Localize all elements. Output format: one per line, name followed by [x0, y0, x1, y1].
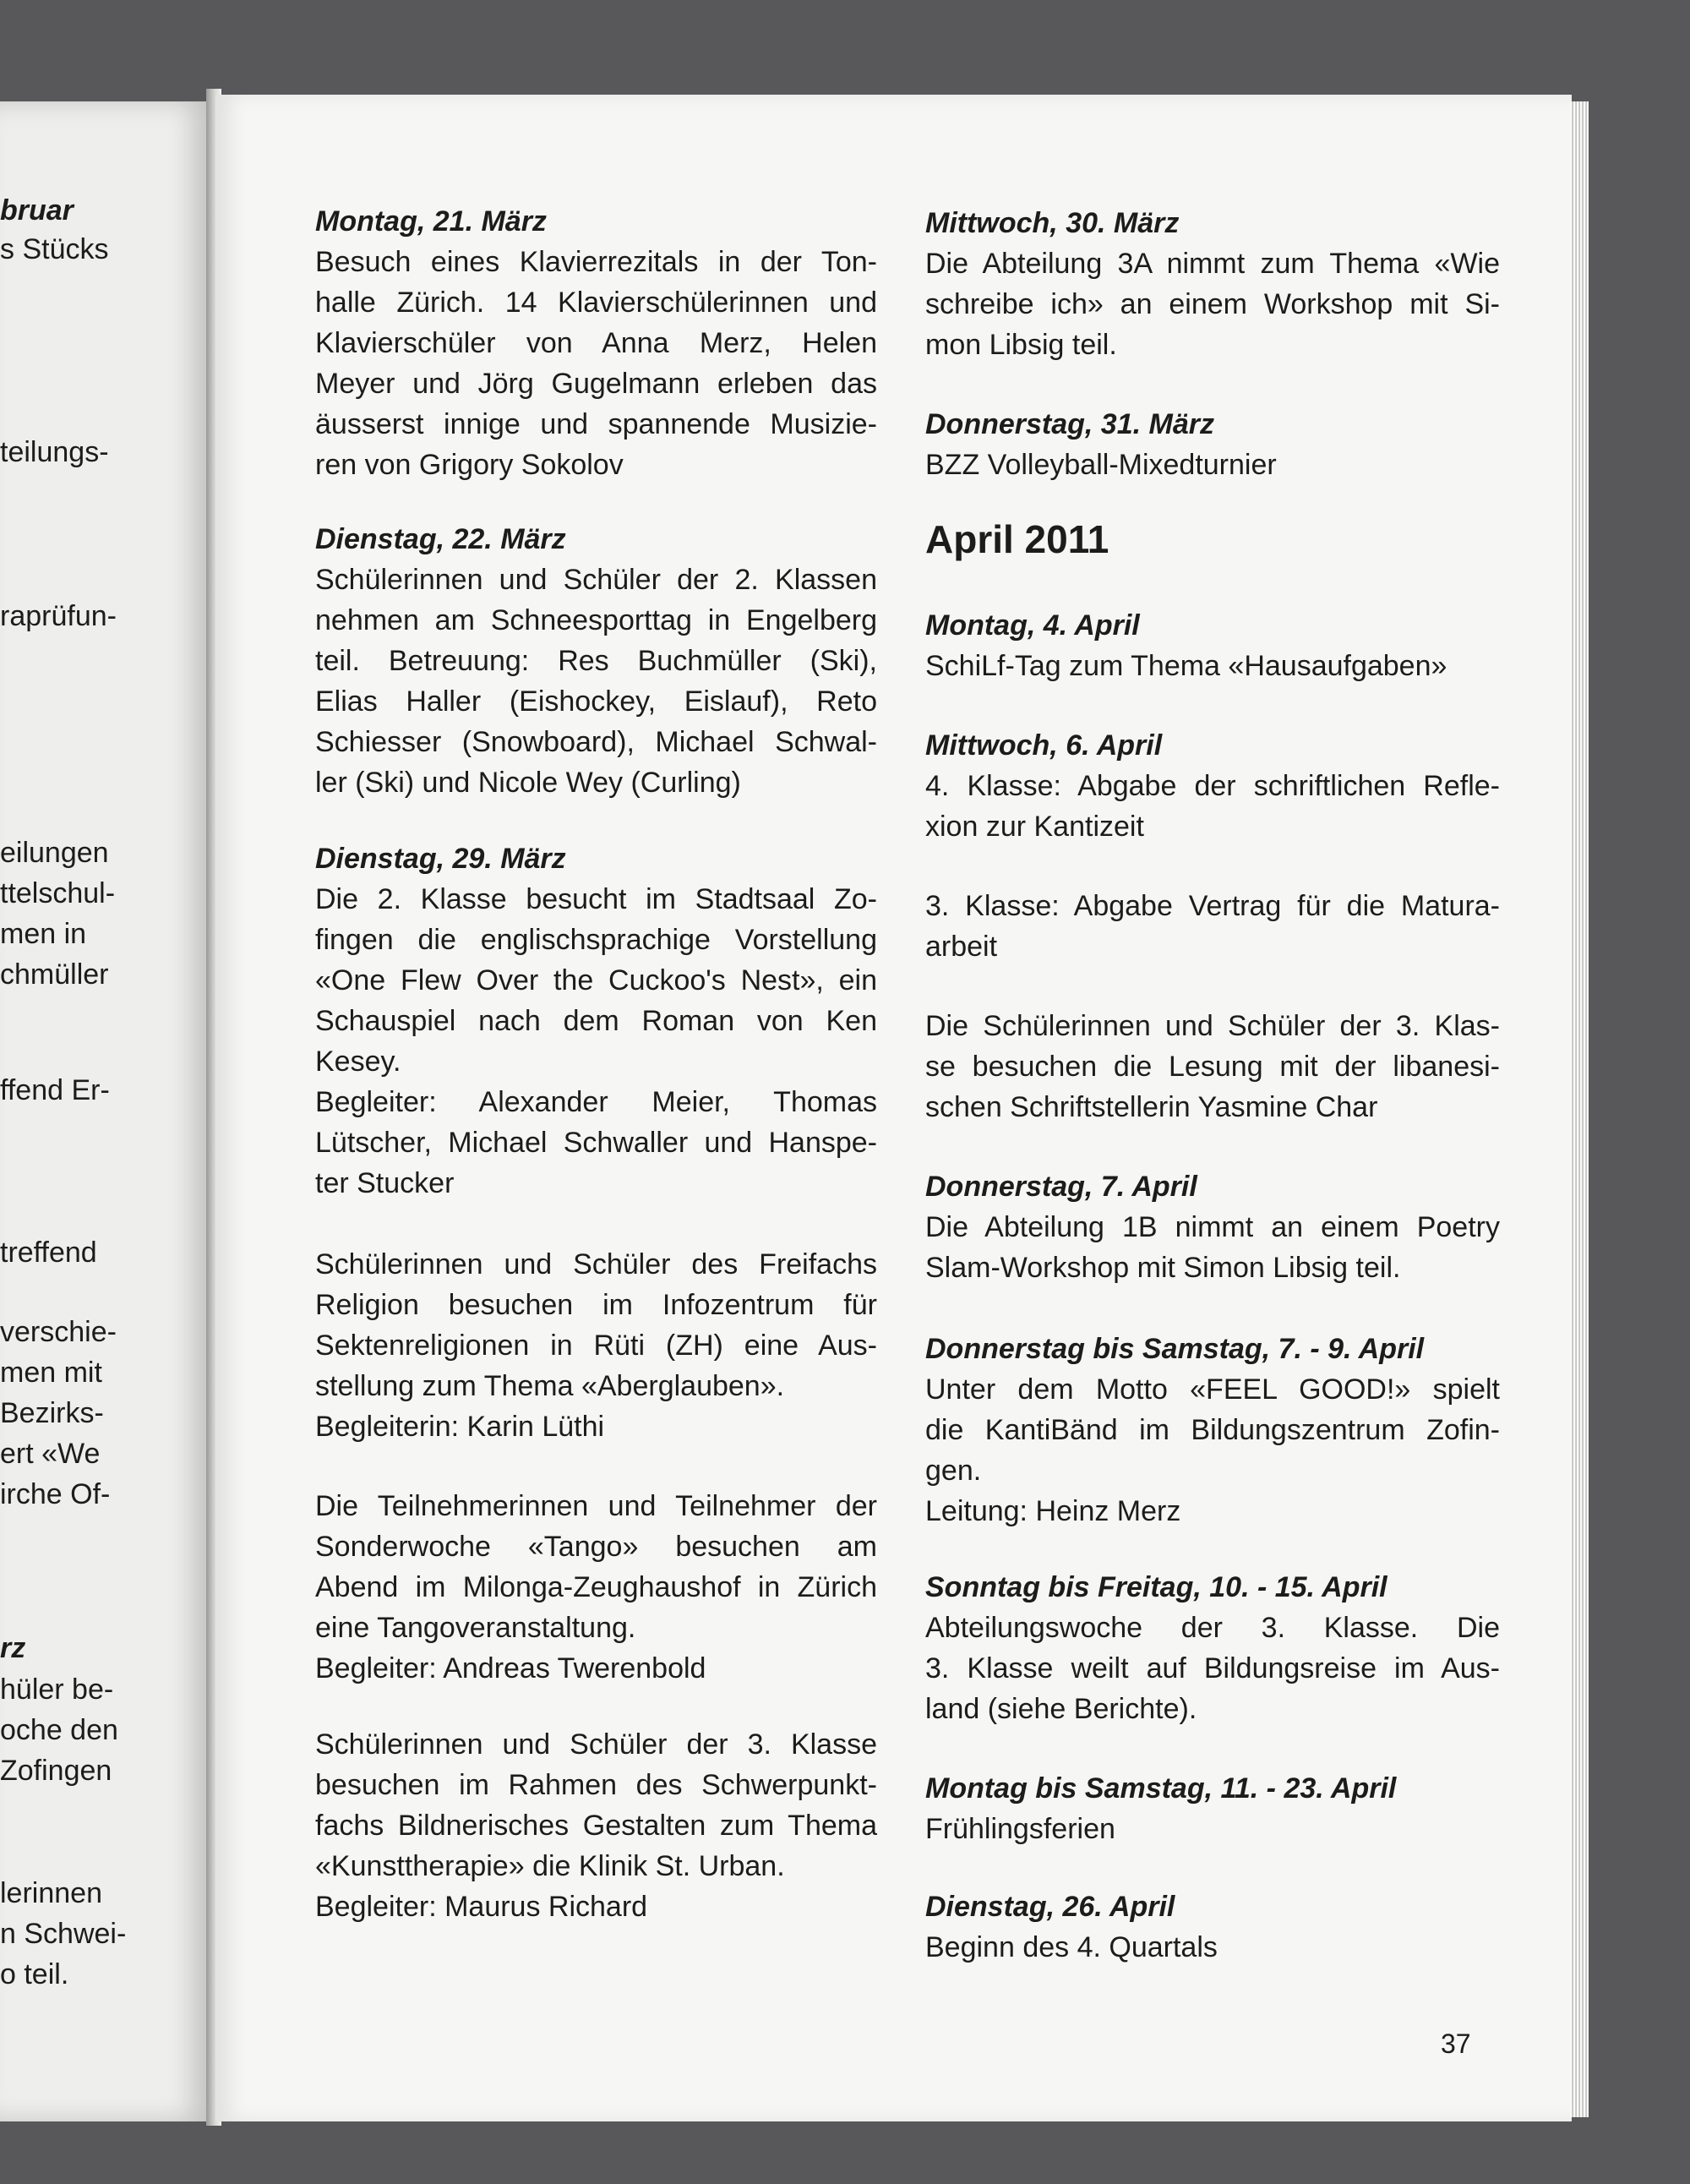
entry-heading: Dienstag, 29. März — [315, 843, 566, 875]
entry-text: Schiesser (Snowboard), Michael Schwal- — [315, 726, 877, 758]
left-column — [315, 0, 877, 2184]
entry-text: Begleiter: Andreas Twerenbold — [315, 1652, 706, 1684]
entry-text: Schauspiel nach dem Roman von Ken — [315, 1005, 877, 1037]
right-column — [925, 0, 1500, 2184]
entry-text: die KantiBänd im Bildungszentrum Zofin- — [925, 1414, 1500, 1446]
entry-text: schen Schriftstellerin Yasmine Char — [925, 1091, 1378, 1123]
left-fragment: rz — [0, 1632, 26, 1664]
entry-text: halle Zürich. 14 Klavierschülerinnen und — [315, 287, 877, 319]
left-fragment: treffend — [0, 1237, 97, 1269]
left-fragment: ert «We — [0, 1438, 101, 1470]
entry-text: Schülerinnen und Schüler des Freifachs — [315, 1248, 877, 1280]
entry-text: 3. Klasse weilt auf Bildungsreise im Aus- — [925, 1652, 1500, 1684]
entry-text: Leitung: Heinz Merz — [925, 1495, 1181, 1527]
entry-text: Die Schülerinnen und Schüler der 3. Klas- — [925, 1010, 1500, 1042]
left-fragment: men in — [0, 918, 87, 950]
entry-text: Die Abteilung 1B nimmt an einem Poetry — [925, 1211, 1500, 1243]
entry-text: Schülerinnen und Schüler der 2. Klassen — [315, 564, 877, 596]
left-fragment: n Schwei- — [0, 1918, 127, 1950]
entry-text: ter Stucker — [315, 1167, 455, 1199]
entry-text: Lütscher, Michael Schwaller und Hanspe- — [315, 1127, 877, 1159]
entry-text: äusserst innige und spannende Musizie- — [315, 408, 877, 440]
entry-text: Die Teilnehmerinnen und Teilnehmer der — [315, 1490, 877, 1522]
entry-text: Kesey. — [315, 1046, 401, 1078]
entry-heading: Sonntag bis Freitag, 10. - 15. April — [925, 1571, 1387, 1603]
entry-text: Abteilungswoche der 3. Klasse. Die — [925, 1612, 1500, 1644]
left-fragment: o teil. — [0, 1958, 69, 1990]
left-fragment: bruar — [0, 194, 74, 227]
entry-text: arbeit — [925, 931, 998, 963]
left-fragment: ffend Er- — [0, 1074, 110, 1106]
left-fragment: ttelschul- — [0, 877, 116, 909]
entry-text: Begleiterin: Karin Lüthi — [315, 1411, 605, 1443]
entry-text: fingen die englischsprachige Vorstellung — [315, 924, 877, 956]
entry-text: BZZ Volleyball-Mixedturnier — [925, 449, 1277, 481]
left-fragment: Zofingen — [0, 1755, 112, 1787]
entry-text: Meyer und Jörg Gugelmann erleben das — [315, 368, 877, 400]
left-fragment: s Stücks — [0, 233, 109, 265]
page-number: 37 — [1441, 2028, 1471, 2059]
entry-text: Slam-Workshop mit Simon Libsig teil. — [925, 1252, 1401, 1284]
entry-text: ler (Ski) und Nicole Wey (Curling) — [315, 767, 741, 799]
entry-text: land (siehe Berichte). — [925, 1693, 1197, 1725]
left-fragment: eilungen — [0, 837, 109, 869]
entry-text: se besuchen die Lesung mit der libanesi- — [925, 1051, 1500, 1083]
entry-text: Schülerinnen und Schüler der 3. Klasse — [315, 1728, 877, 1761]
entry-text: Sonderwoche «Tango» besuchen am — [315, 1531, 877, 1563]
entry-text: 4. Klasse: Abgabe der schriftlichen Refle- — [925, 770, 1500, 802]
entry-heading: Montag, 4. April — [925, 609, 1140, 642]
entry-heading: Montag, 21. März — [315, 205, 547, 238]
entry-text: ren von Grigory Sokolov — [315, 449, 624, 481]
entry-text: teil. Betreuung: Res Buchmüller (Ski), — [315, 645, 877, 677]
entry-text: SchiLf-Tag zum Thema «Hausaufgaben» — [925, 650, 1447, 682]
entry-text: Die 2. Klasse besucht im Stadtsaal Zo- — [315, 883, 877, 915]
left-fragment: raprüfun- — [0, 600, 117, 632]
left-page-text — [0, 0, 203, 2184]
entry-text: Sektenreligionen in Rüti (ZH) eine Aus- — [315, 1330, 877, 1362]
left-fragment: teilungs- — [0, 436, 109, 468]
entry-text: Elias Haller (Eishockey, Eislauf), Reto — [315, 685, 877, 718]
entry-text: stellung zum Thema «Aberglauben». — [315, 1370, 785, 1402]
entry-text: Unter dem Motto «FEEL GOOD!» spielt — [925, 1373, 1500, 1406]
entry-text: besuchen im Rahmen des Schwerpunkt- — [315, 1769, 877, 1801]
entry-text: Beginn des 4. Quartals — [925, 1931, 1218, 1963]
entry-text: Die Abteilung 3A nimmt zum Thema «Wie — [925, 248, 1500, 280]
entry-text: nehmen am Schneesporttag in Engelberg — [315, 604, 877, 636]
entry-text: 3. Klasse: Abgabe Vertrag für die Matura- — [925, 890, 1500, 922]
page-edges — [1570, 101, 1589, 2117]
left-fragment: oche den — [0, 1714, 118, 1746]
entry-text: Religion besuchen im Infozentrum für — [315, 1289, 877, 1321]
entry-heading: Donnerstag, 31. März — [925, 408, 1214, 440]
entry-heading: Donnerstag, 7. April — [925, 1171, 1197, 1203]
entry-heading: Dienstag, 22. März — [315, 523, 566, 555]
entry-text: Begleiter: Maurus Richard — [315, 1891, 648, 1923]
entry-text: schreibe ich» an einem Workshop mit Si- — [925, 288, 1500, 320]
entry-heading: Mittwoch, 6. April — [925, 729, 1163, 762]
entry-text: Frühlingsferien — [925, 1813, 1115, 1845]
left-fragment: verschie- — [0, 1316, 117, 1348]
left-fragment: men mit — [0, 1357, 102, 1389]
entry-text: Klavierschüler von Anna Merz, Helen — [315, 327, 877, 359]
entry-heading: Dienstag, 26. April — [925, 1891, 1175, 1923]
left-fragment: chmüller — [0, 958, 109, 991]
left-fragment: hüler be- — [0, 1673, 114, 1706]
entry-text: gen. — [925, 1455, 982, 1487]
entry-heading: Mittwoch, 30. März — [925, 207, 1180, 239]
entry-text: «Kunsttherapie» die Klinik St. Urban. — [315, 1850, 785, 1882]
left-fragment: Bezirks- — [0, 1397, 104, 1429]
entry-heading: Donnerstag bis Samstag, 7. - 9. April — [925, 1333, 1425, 1365]
left-fragment: lerinnen — [0, 1877, 102, 1909]
entry-text: Abend im Milonga-Zeughaushof in Zürich — [315, 1571, 877, 1603]
entry-text: mon Libsig teil. — [925, 329, 1117, 361]
entry-text: Begleiter: Alexander Meier, Thomas — [315, 1086, 877, 1118]
entry-text: «One Flew Over the Cuckoo's Nest», ein — [315, 964, 877, 996]
entry-heading: Montag bis Samstag, 11. - 23. April — [925, 1772, 1397, 1805]
month-heading: April 2011 — [925, 517, 1109, 561]
entry-text: Besuch eines Klavierrezitals in der Ton- — [315, 246, 877, 278]
left-fragment: irche Of- — [0, 1478, 111, 1510]
entry-text: fachs Bildnerisches Gestalten zum Thema — [315, 1810, 877, 1842]
entry-text: xion zur Kantizeit — [925, 811, 1144, 843]
entry-text: eine Tangoveranstaltung. — [315, 1612, 636, 1644]
